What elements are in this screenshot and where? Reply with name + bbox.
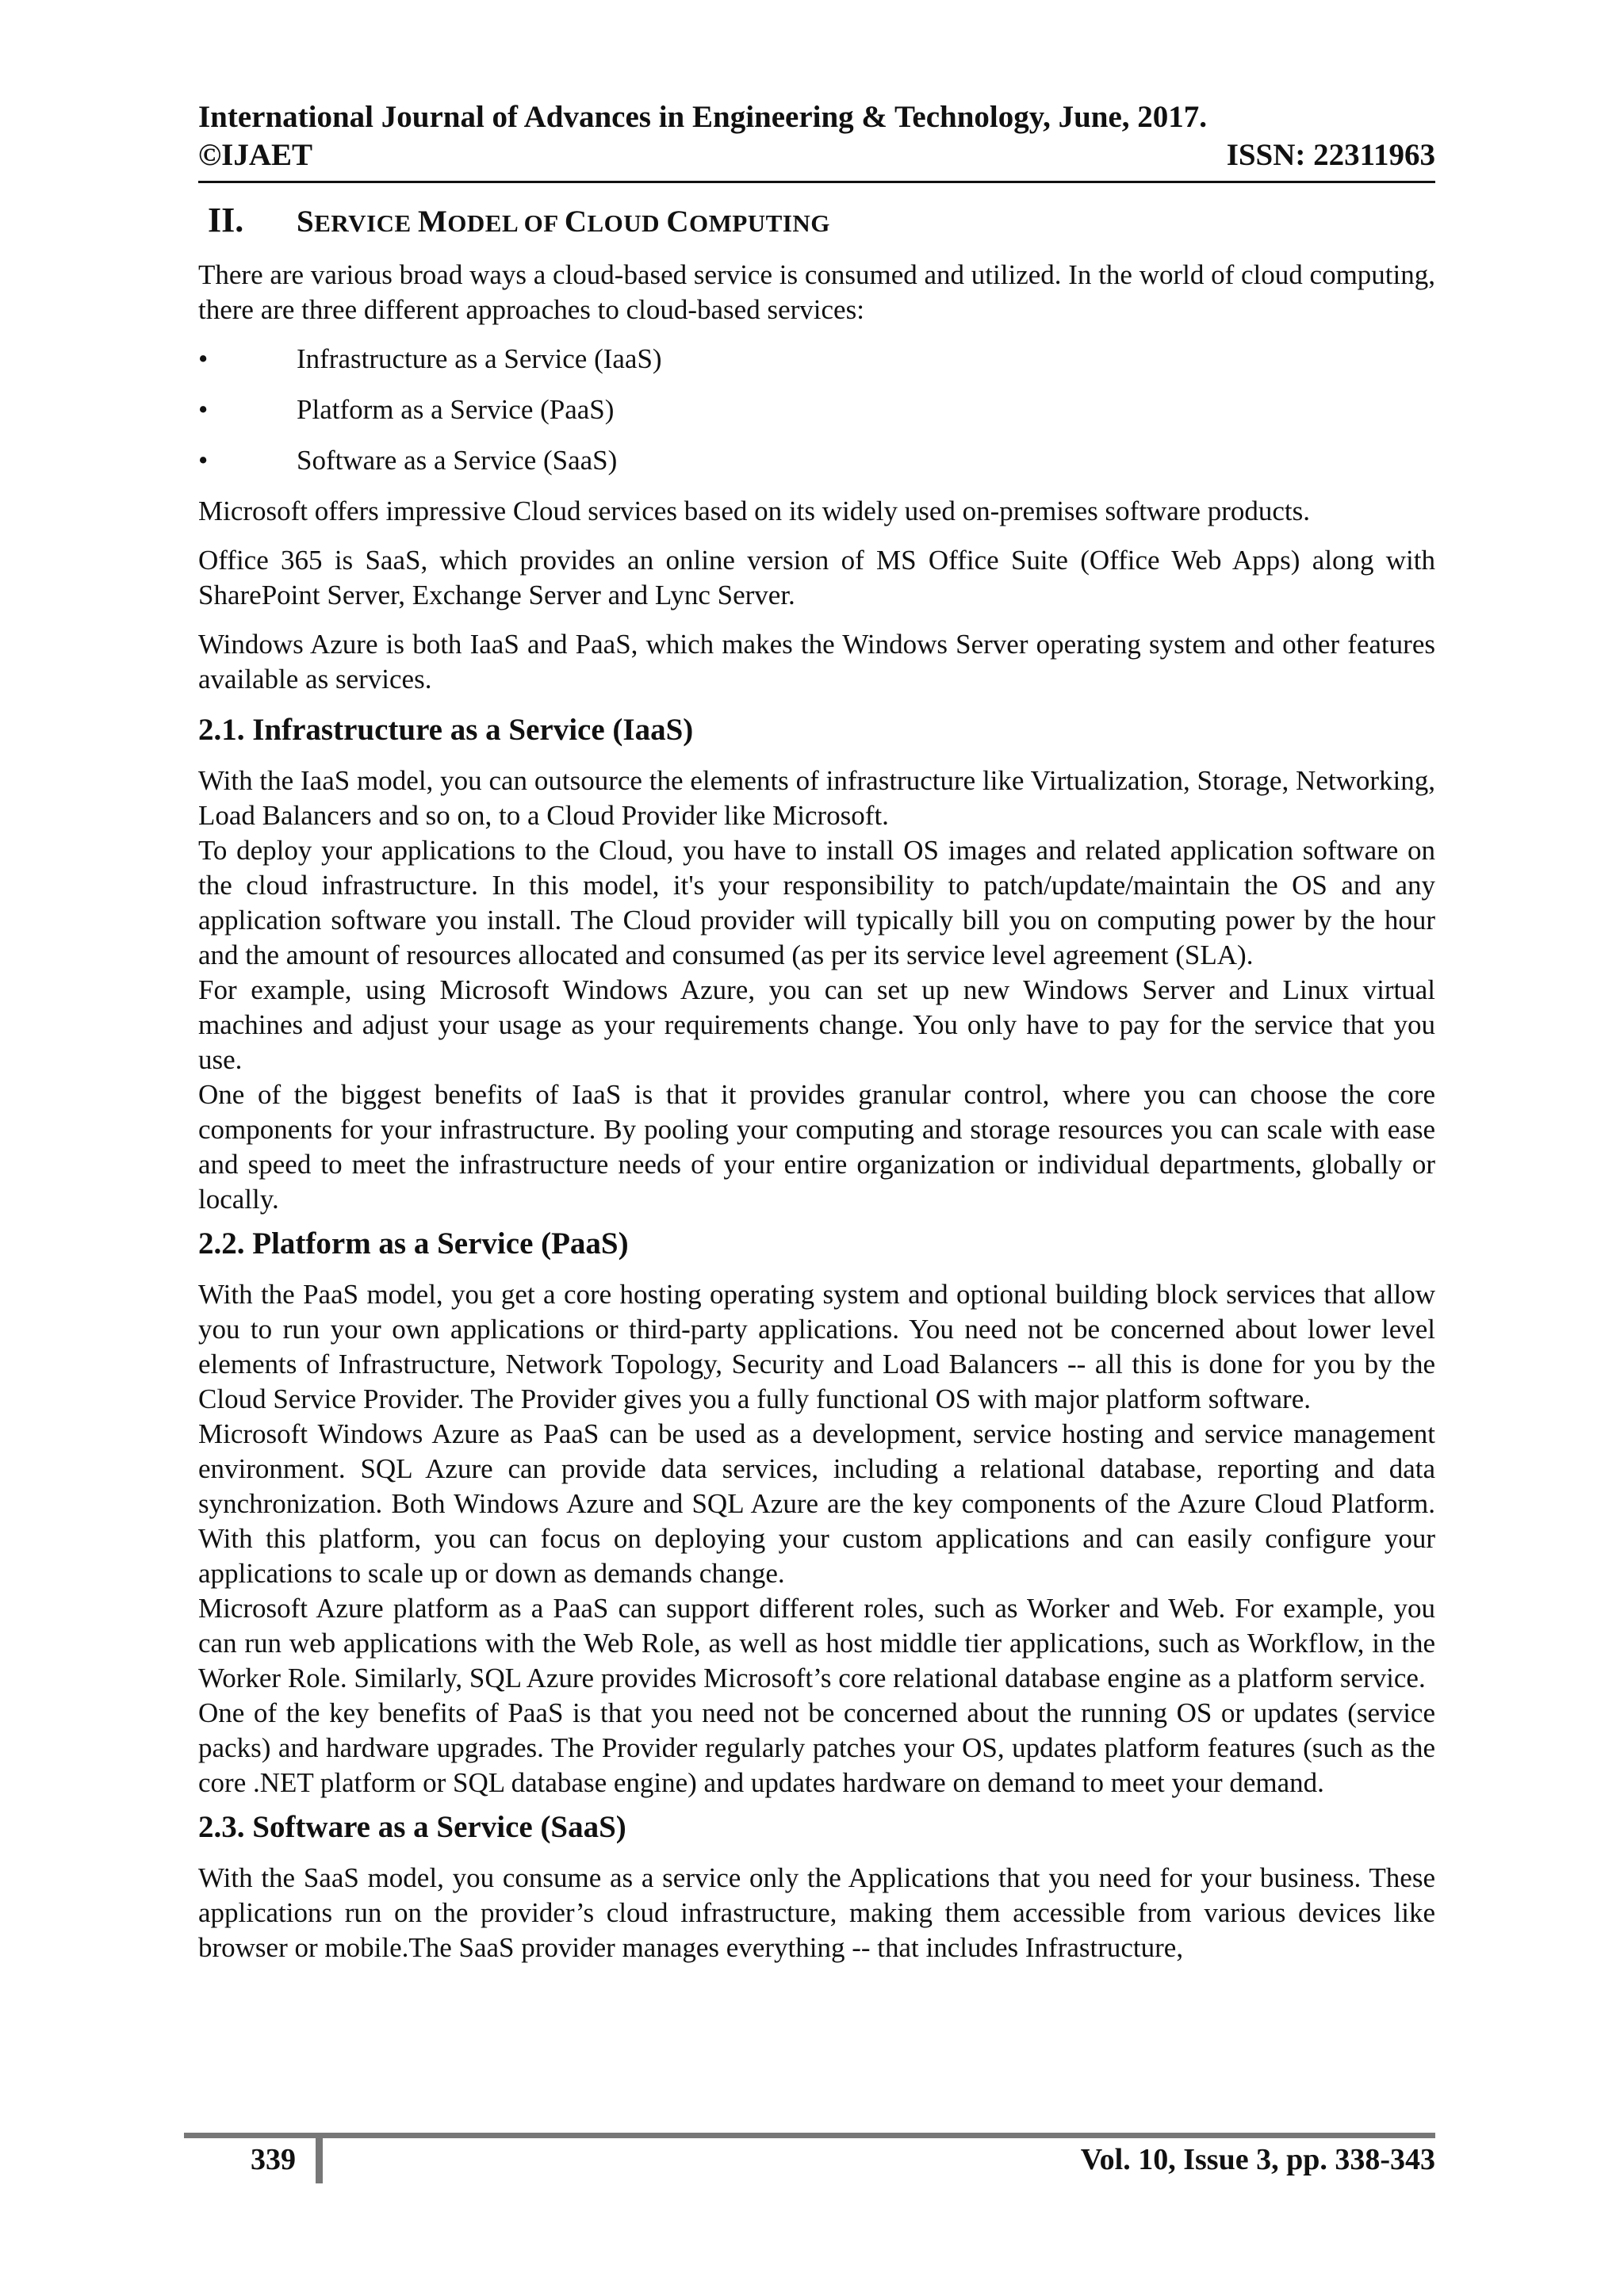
- footer-divider: [316, 2136, 323, 2183]
- paragraph: Microsoft offers impressive Cloud services based on its widely used on-premises software products.: [198, 496, 1310, 526]
- service-model-list: [198, 342, 1435, 478]
- paragraph: Windows Azure is both IaaS and PaaS, which makes the Windows Server operating system and other features available as services.: [198, 629, 1435, 695]
- list-item: • Infrastructure as a Service (IaaS): [198, 342, 1435, 377]
- paragraph: With the PaaS model, you get a core hosting operating system and optional building block services that allow you to run your own applications or third-party applications. You need not be concerned about lower level elements of Infrastructure, Network Topology, Security and Load Balancers -- all this is done for you by the Cloud Service Provider. The Provider gives you a fully functional OS with major platform software.: [198, 1279, 1435, 1414]
- paragraph: Microsoft Azure platform as a PaaS can support different roles, such as Worker and Web. For example, you can run web applications with the Web Role, as well as host middle tier applications, such as Workflow, in the Worker Role. Similarly, SQL Azure provides Microsoft’s core relational database engine as a platform service.: [198, 1593, 1435, 1693]
- header-rule: [198, 181, 1435, 183]
- section-heading: [208, 200, 1435, 240]
- issn-label: ISSN: 22311963: [1226, 138, 1435, 172]
- running-header: [198, 98, 1435, 174]
- journal-title: International Journal of Advances in Engineering & Technology, June, 2017.: [198, 100, 1208, 134]
- paragraph: With the IaaS model, you can outsource the elements of infrastructure like Virtualization, Storage, Networking, Load Balancers and so on, to a Cloud Provider like Microsoft.: [198, 765, 1435, 831]
- paragraph: With the SaaS model, you consume as a service only the Applications that you need for your business. These applications run on the provider’s cloud infrastructure, making them accessible from various devices like browser or mobile.The SaaS provider manages everything -- that includes Infrastructure,: [198, 1862, 1435, 1963]
- paragraph: One of the key benefits of PaaS is that you need not be concerned about the running OS or updates (service packs) and hardware upgrades. The Provider regularly patches your OS, updates platform features (such as the core .NET platform or SQL database engine) and updates hardware on demand to meet your demand.: [198, 1697, 1435, 1798]
- page-body: [198, 200, 1435, 1965]
- subsection-body-paas: [198, 1277, 1435, 1800]
- subsection-heading-saas: 2.3. Software as a Service (SaaS): [198, 1810, 626, 1844]
- bullet-icon: •: [198, 445, 209, 476]
- subsection-heading-paas: 2.2. Platform as a Service (PaaS): [198, 1226, 629, 1261]
- list-item: • Platform as a Service (PaaS): [198, 392, 1435, 427]
- section-title: SERVICE MODEL OF CLOUD COMPUTING: [297, 205, 830, 239]
- paragraph: Office 365 is SaaS, which provides an online version of MS Office Suite (Office Web Apps) along with SharePoint Server, Exchange Server and Lync Server.: [198, 545, 1435, 610]
- section-number: II.: [208, 201, 244, 239]
- bullet-icon: •: [198, 343, 209, 374]
- footer-rule: [184, 2133, 1435, 2138]
- list-item: • Software as a Service (SaaS): [198, 443, 1435, 478]
- page-footer: [198, 2141, 1435, 2188]
- page-number: 339: [251, 2143, 296, 2176]
- copyright-label: ©IJAET: [198, 138, 313, 172]
- paragraph: To deploy your applications to the Cloud, you have to install OS images and related application software on the cloud infrastructure. In this model, it's your responsibility to patch/update/maintain the OS and any application software you install. The Cloud provider will typically bill you on computing power by the hour and the amount of resources allocated and consumed (as per its service level agreement (SLA).: [198, 835, 1435, 970]
- subsection-heading-iaas: 2.1. Infrastructure as a Service (IaaS): [198, 713, 694, 747]
- subsection-body-iaas: [198, 763, 1435, 1217]
- paragraph: For example, using Microsoft Windows Azure, you can set up new Windows Server and Linux virtual machines and adjust your usage as your requirements change. You only have to pay for the service that you use.: [198, 974, 1435, 1075]
- volume-info: Vol. 10, Issue 3, pp. 338-343: [1080, 2143, 1435, 2176]
- bullet-icon: •: [198, 394, 209, 425]
- section-intro: There are various broad ways a cloud-based service is consumed and utilized. In the world of cloud computing, there are three different approaches to cloud-based services:: [198, 259, 1435, 325]
- paragraph: One of the biggest benefits of IaaS is that it provides granular control, where you can choose the core components for your infrastructure. By pooling your computing and storage resources you can scale with ease and speed to meet the infrastructure needs of your entire organization or individual departments, globally or locally.: [198, 1079, 1435, 1215]
- subsection-body-saas: [198, 1861, 1435, 1965]
- paragraph: Microsoft Windows Azure as PaaS can be used as a development, service hosting and service management environment. SQL Azure can provide data services, including a relational database, reporting and data synchronization. Both Windows Azure and SQL Azure are the key components of the Azure Cloud Platform. With this platform, you can focus on deploying your custom applications and can easily configure your applications to scale up or down as demands change.: [198, 1418, 1435, 1589]
